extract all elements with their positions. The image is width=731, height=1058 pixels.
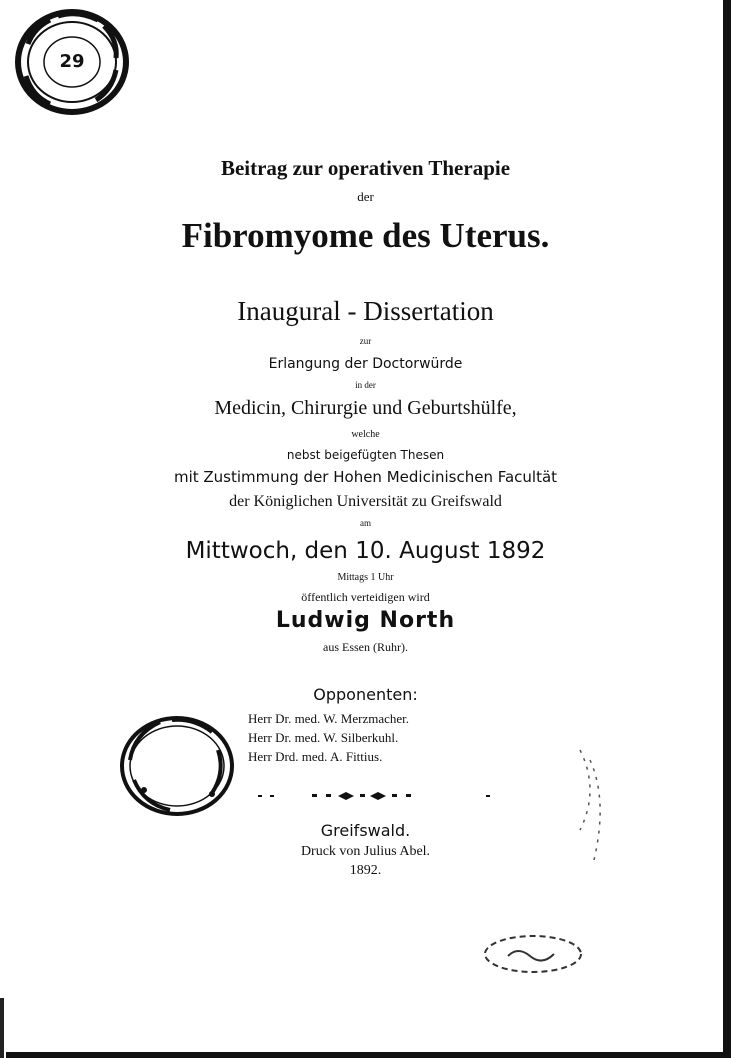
library-stamp-top [8, 4, 136, 120]
page-title: Fibromyome des Uterus. [181, 216, 550, 255]
fields-text: Medicin, Chirurgie und Geburtshülfe, [214, 397, 517, 419]
time-text: Mittags 1 Uhr [337, 572, 394, 583]
opponent-2: Herr Dr. med. W. Silberkuhl. [248, 730, 399, 745]
ornamental-divider [250, 789, 510, 803]
author-name: Ludwig North [275, 608, 456, 633]
stamp-number: 29 [59, 51, 85, 72]
date-text: Mittwoch, den 10. August 1892 [185, 538, 546, 564]
printer-text: Druck von Julius Abel. [300, 844, 431, 859]
defend-text: öffentlich verteidigen wird [301, 590, 430, 604]
opponents-heading: Opponenten: [313, 685, 418, 704]
theses-text: nebst beigefügten Thesen [286, 448, 445, 462]
scan-specks [560, 740, 620, 880]
am-text: am [360, 518, 371, 528]
scan-edge-bottom [6, 1052, 731, 1058]
author-origin: aus Essen (Ruhr). [323, 640, 408, 654]
print-place: Greifswald. [320, 821, 411, 840]
title-line-2: der [357, 189, 374, 204]
document-type: Inaugural - Dissertation [237, 296, 494, 326]
welche-text: welche [351, 429, 380, 440]
title-line-1: Beitrag zur operativen Therapie [220, 156, 511, 180]
library-stamp-bottom [478, 930, 588, 978]
opponent-1: Herr Dr. med. W. Merzmacher. [248, 711, 410, 726]
zur-text: zur [359, 336, 372, 346]
faculty-text: mit Zustimmung der Hohen Medicinischen Facultät [173, 468, 558, 486]
print-year: 1892. [349, 863, 382, 878]
scan-edge-left [0, 998, 4, 1058]
university-text: der Königlichen Universität zu Greifswald [229, 493, 502, 510]
purpose-text: Erlangung der Doctorwürde [268, 356, 463, 372]
in-der-text: in der [355, 380, 376, 390]
opponent-3: Herr Drd. med. A. Fittius. [248, 749, 383, 764]
library-stamp-middle [112, 710, 242, 822]
